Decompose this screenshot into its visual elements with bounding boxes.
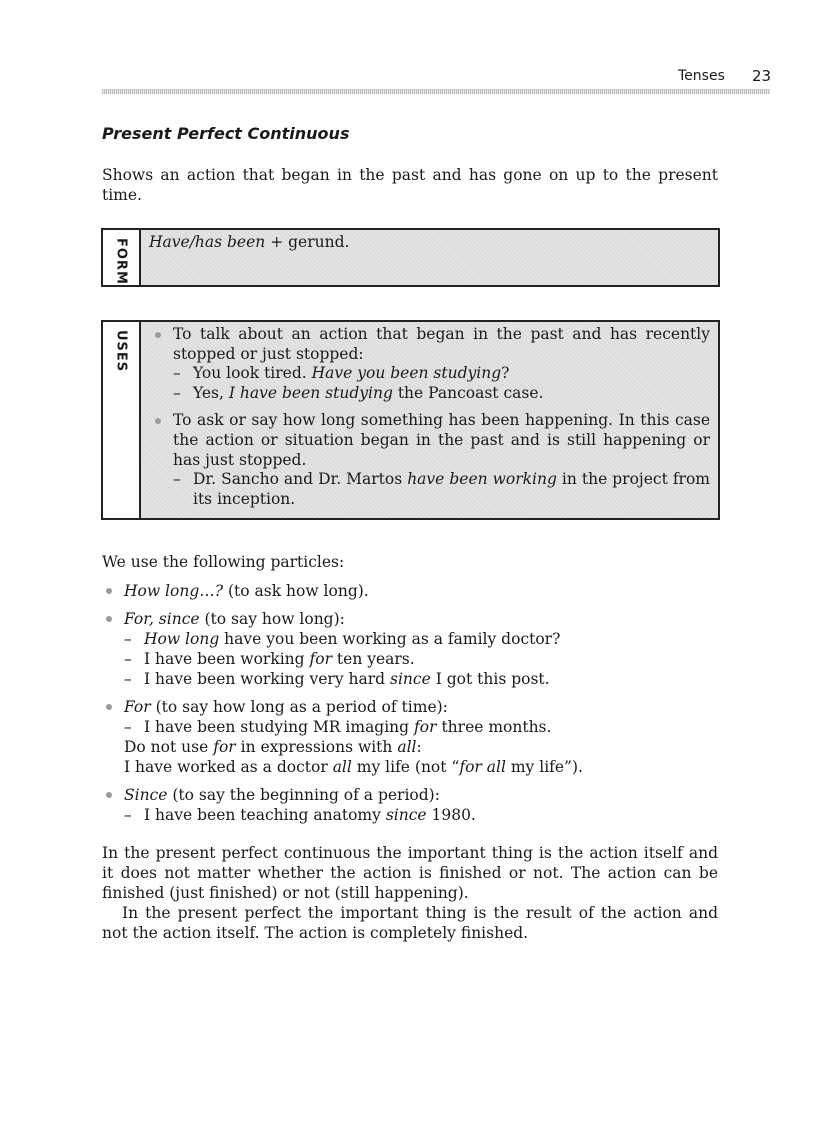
particles-intro: We use the following particles: xyxy=(102,553,345,571)
form-box xyxy=(101,228,720,287)
form-box-content xyxy=(141,230,718,285)
closing-paragraph-1: In the present perfect continuous the important thing is the action itself and it does not matter whether the action is finished or not. The action can be finished (just finished) or not (still happening). xyxy=(102,844,718,902)
particle-example: – I have been teaching anatomy since 1980. xyxy=(124,806,476,824)
form-box-label-column xyxy=(103,230,141,285)
uses-item-1: To talk about an action that began in the past and has recently stopped or just stopped: xyxy=(149,325,710,364)
section-title: Present Perfect Continuous xyxy=(102,124,350,143)
uses-example-3: – Dr. Sancho and Dr. Martos have been working in the project from its inception. xyxy=(173,470,711,508)
uses-box-content xyxy=(141,322,718,518)
uses-example-2: – Yes, I have been studying the Pancoast case. xyxy=(173,383,544,402)
uses-box-label-column xyxy=(103,322,141,518)
particle-note: Do not use for in expressions with all: xyxy=(124,738,422,756)
particle-note: I have worked as a doctor all my life (not “for all my life”). xyxy=(124,758,583,776)
particle-bullet-since: Since (to say the beginning of a period): xyxy=(102,785,718,805)
intro-paragraph: Shows an action that began in the past and has gone on up to the present time. xyxy=(102,166,718,204)
uses-box-label: USES xyxy=(113,330,129,373)
particle-example: – I have been working very hard since I got this post. xyxy=(124,670,550,688)
uses-example-1: – You look tired. Have you been studying? xyxy=(173,364,510,383)
particle-bullet-how-long: How long…? (to ask how long). xyxy=(102,581,718,601)
closing-paragraph-2: In the present perfect the important thing is the result of the action and not the action itself. The action is completely finished. xyxy=(102,904,718,942)
particle-example: – I have been studying MR imaging for three months. xyxy=(124,718,552,736)
particle-bullet-for-since: For, since (to say how long): xyxy=(102,609,718,629)
form-italic: Have/has been xyxy=(149,233,266,251)
particle-bullet-for: For (to say how long as a period of time): xyxy=(102,697,718,717)
page-number: 23 xyxy=(752,67,772,85)
particles-section xyxy=(102,552,718,943)
particle-example: – I have been working for ten years. xyxy=(124,650,415,668)
uses-box xyxy=(101,320,720,520)
header-section-title: Tenses xyxy=(678,68,725,84)
particle-example: – How long have you been working as a family doctor? xyxy=(124,630,561,648)
header-rule xyxy=(102,89,770,94)
uses-item-2: To ask or say how long something has been happening. In this case the action or situation began in the past and is still happening or has just stopped. xyxy=(149,411,710,470)
form-box-label: FORM xyxy=(113,238,129,285)
form-rest: + gerund. xyxy=(265,233,350,251)
